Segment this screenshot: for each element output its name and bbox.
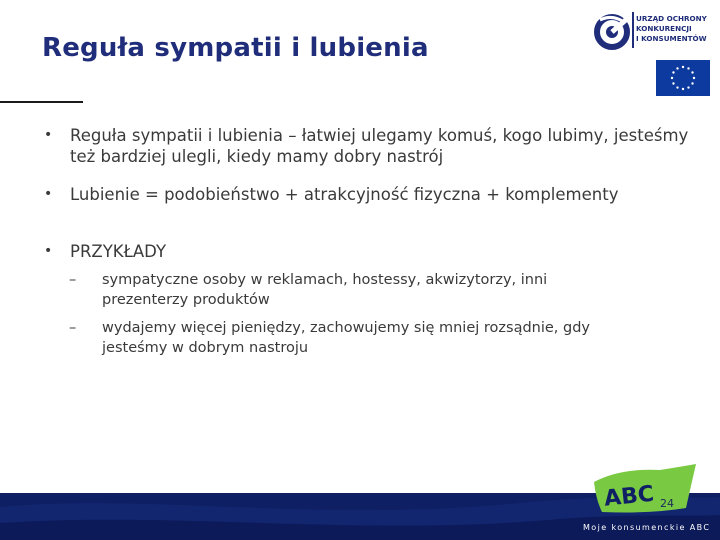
bullet-text: PRZYKŁADY <box>70 242 167 261</box>
eu-star-icon <box>687 67 689 69</box>
eu-flag-icon <box>656 60 710 96</box>
bullet-item <box>44 125 690 167</box>
eu-star-icon <box>676 67 678 69</box>
eu-star-icon <box>682 88 684 90</box>
abc-badge-icon <box>590 460 700 522</box>
eu-star-icon <box>687 86 689 88</box>
eu-star-icon <box>672 71 674 73</box>
logo-text <box>636 14 707 44</box>
bullet-marker: • <box>44 186 53 202</box>
logo-line: I KONSUMENTÓW <box>636 34 707 43</box>
sub-bullet-text: wydajemy więcej pieniędzy, zachowujemy się mniej rozsądnie, gdy jesteśmy w dobrym nastroju <box>102 320 591 356</box>
bullet-text: Lubienie = podobieństwo + atrakcyjność fizyczna + komplementy <box>70 185 619 204</box>
bullet-item <box>44 241 690 262</box>
sub-bullet-item <box>69 318 647 358</box>
sub-bullet-text: sympatyczne osoby w reklamach, hostessy, akwizytorzy, inni prezenterzy produktów <box>102 272 548 308</box>
uokik-swirl-icon <box>592 12 632 52</box>
eu-star-icon <box>672 82 674 84</box>
sub-bullet-item <box>69 270 602 310</box>
uokik-logo <box>592 12 710 52</box>
sub-bullet-marker: – <box>69 272 77 288</box>
bullet-item <box>44 184 690 205</box>
logo-line: KONKURENCJI <box>636 24 692 33</box>
eu-star-icon <box>671 77 673 79</box>
abc-badge-text: ABC <box>602 481 656 512</box>
eu-star-icon <box>676 86 678 88</box>
bullet-text: Reguła sympatii i lubienia – łatwiej ulegamy komuś, kogo lubimy, jesteśmy też bardziej ulegli, kiedy mamy dobry nastrój <box>70 126 689 166</box>
eu-star-icon <box>691 82 693 84</box>
bullet-marker: • <box>44 127 53 143</box>
bullet-marker: • <box>44 243 53 259</box>
slide-title: Reguła sympatii i lubienia <box>42 33 429 63</box>
sub-bullet-marker: – <box>69 320 77 336</box>
logo-divider <box>632 12 634 48</box>
title-underline <box>0 101 83 103</box>
eu-star-icon <box>682 66 684 68</box>
eu-star-icon <box>693 77 695 79</box>
logo-line: URZĄD OCHRONY <box>636 14 707 23</box>
eu-star-icon <box>691 71 693 73</box>
footer-tagline: Moje konsumenckie ABC <box>583 523 711 532</box>
page-number: 24 <box>660 497 674 510</box>
